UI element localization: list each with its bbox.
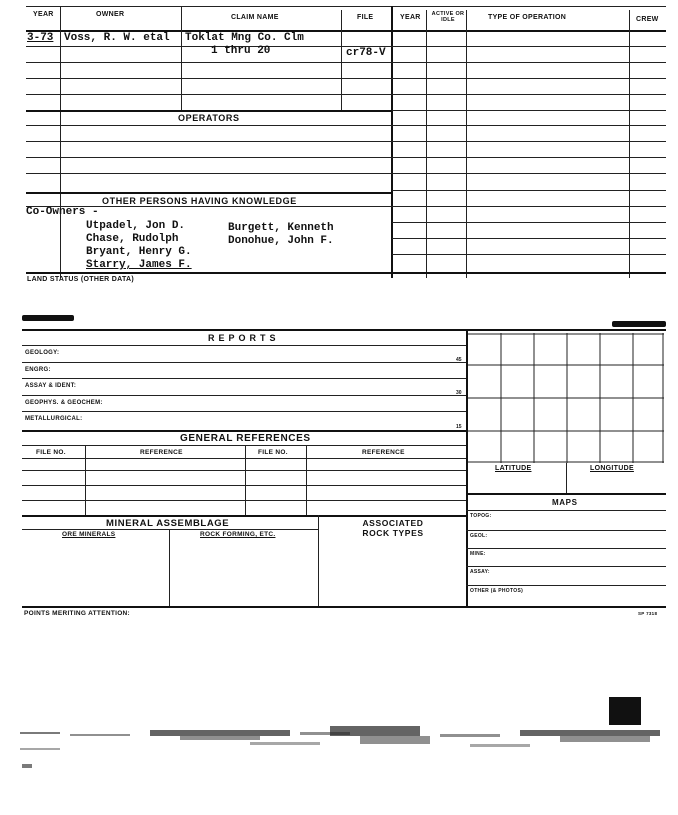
- col-header-year: YEAR: [33, 11, 54, 18]
- entry-owner: Voss, R. W. etal: [64, 32, 170, 44]
- report-row-engrg: ENGRG:: [25, 367, 51, 373]
- persons-title: OTHER PERSONS HAVING KNOWLEDGE: [102, 196, 297, 206]
- latitude-label: LATITUDE: [495, 465, 532, 472]
- row-line: [22, 345, 466, 346]
- row-line: [466, 585, 666, 586]
- col-header-type-of-operation: TYPE OF OPERATION: [488, 14, 567, 21]
- operators-top-rule: [26, 110, 392, 112]
- col-header-year-2: YEAR: [400, 14, 421, 21]
- report-row-geophys: GEOPHYS. & GEOCHEM:: [25, 400, 103, 406]
- scan-smudge: [612, 321, 666, 327]
- refs-col-line: [245, 445, 246, 515]
- general-refs-title: GENERAL REFERENCES: [180, 433, 311, 444]
- col-header-owner: OWNER: [96, 11, 125, 18]
- row-line: [22, 485, 466, 486]
- col-header-active-idle: ACTIVE OR IDLE: [431, 11, 465, 23]
- report-row-geology: GEOLOGY:: [25, 350, 60, 356]
- land-status-label: LAND STATUS (OTHER DATA): [27, 276, 135, 283]
- row-line: [466, 530, 666, 531]
- row-line: [26, 141, 666, 142]
- entry-claim-line2: 1 thru 20: [211, 45, 271, 57]
- row-line: [22, 529, 318, 530]
- maps-top-rule: [466, 493, 666, 495]
- refs-top-rule: [22, 430, 466, 432]
- top-rule: [26, 6, 666, 7]
- map-row-mine: MINE:: [470, 551, 486, 557]
- latlong-divider: [566, 463, 567, 493]
- ore-minerals-label: ORE MINERALS: [62, 531, 116, 538]
- entry-claim: Toklat Mng Co. Clm: [185, 32, 304, 44]
- refs-col-reference-2: REFERENCE: [362, 449, 405, 456]
- mineral-bottom-rule: [22, 606, 666, 608]
- row-line: [26, 62, 666, 63]
- row-line: [22, 445, 466, 446]
- row-line: [392, 222, 666, 223]
- map-row-topog: TOPOG:: [470, 513, 492, 519]
- location-grid: [468, 333, 664, 463]
- row-line: [22, 395, 466, 396]
- refs-col-file-no: FILE NO.: [36, 449, 66, 456]
- refs-col-file-no-2: FILE NO.: [258, 449, 288, 456]
- person-name: Bryant, Henry G.: [86, 246, 192, 258]
- row-line: [26, 157, 666, 158]
- reports-top-rule: [22, 329, 666, 331]
- row-line: [466, 510, 666, 511]
- person-name: Starry, James F.: [86, 259, 192, 271]
- row-line: [22, 378, 466, 379]
- row-line: [392, 190, 666, 191]
- refs-col-reference: REFERENCE: [140, 449, 183, 456]
- scale-number: 30: [456, 390, 462, 396]
- assoc-rock-types: ASSOCIATED ROCK TYPES: [362, 518, 424, 538]
- row-line: [466, 566, 666, 567]
- col-line-owner: [181, 6, 182, 112]
- row-line: [392, 238, 666, 239]
- form-number: SP 7318: [638, 611, 658, 616]
- row-line: [22, 470, 466, 471]
- person-name: Utpadel, Jon D.: [86, 220, 186, 232]
- report-row-metallurgical: METALLURGICAL:: [25, 416, 83, 422]
- mineral-col-line: [169, 529, 170, 607]
- map-row-assay: ASSAY:: [470, 569, 490, 575]
- map-row-geol: GEOL:: [470, 533, 488, 539]
- coowners-label: Co-Owners -: [26, 206, 99, 218]
- person-name: Burgett, Kenneth: [228, 222, 334, 234]
- scale-number: 15: [456, 424, 462, 430]
- row-line: [392, 254, 666, 255]
- persons-bottom-rule: [26, 272, 666, 274]
- person-name: Donohue, John F.: [228, 235, 334, 247]
- operators-title: OPERATORS: [178, 113, 240, 123]
- scan-noise-strip: [0, 720, 678, 780]
- row-line: [466, 548, 666, 549]
- report-row-assay: ASSAY & IDENT:: [25, 383, 77, 389]
- reports-title: REPORTS: [208, 333, 280, 343]
- row-line: [22, 458, 466, 459]
- longitude-label: LONGITUDE: [590, 465, 634, 472]
- rock-forming-label: ROCK FORMING, ETC.: [200, 531, 276, 538]
- entry-year: 3-73: [27, 32, 54, 44]
- location-grid-lines: [468, 333, 664, 463]
- refs-col-line: [85, 445, 86, 515]
- mineral-col-line: [318, 515, 319, 607]
- person-name: Chase, Rudolph: [86, 233, 179, 245]
- row-line: [22, 411, 466, 412]
- points-meriting-label: POINTS MERITING ATTENTION:: [24, 610, 131, 617]
- scan-smudge: [22, 315, 74, 321]
- map-row-other: OTHER (& PHOTOS): [470, 588, 524, 594]
- col-header-crew: CREW: [636, 16, 659, 23]
- maps-title: MAPS: [552, 498, 578, 507]
- mineral-title: MINERAL ASSEMBLAGE: [106, 518, 230, 529]
- refs-col-line: [306, 445, 307, 515]
- row-line: [22, 500, 466, 501]
- entry-file: cr78-V: [346, 47, 386, 59]
- col-line-claim: [341, 10, 342, 112]
- row-line: [26, 173, 666, 174]
- col-header-claim-name: CLAIM NAME: [231, 14, 279, 21]
- row-line: [26, 94, 666, 95]
- row-line: [392, 110, 666, 111]
- row-line: [26, 78, 666, 79]
- persons-top-rule: [26, 192, 392, 194]
- col-header-file: FILE: [357, 14, 374, 21]
- row-line: [26, 125, 666, 126]
- mineral-top-rule: [22, 515, 466, 517]
- row-line: [392, 206, 666, 207]
- scale-number: 45: [456, 357, 462, 363]
- row-line: [22, 362, 466, 363]
